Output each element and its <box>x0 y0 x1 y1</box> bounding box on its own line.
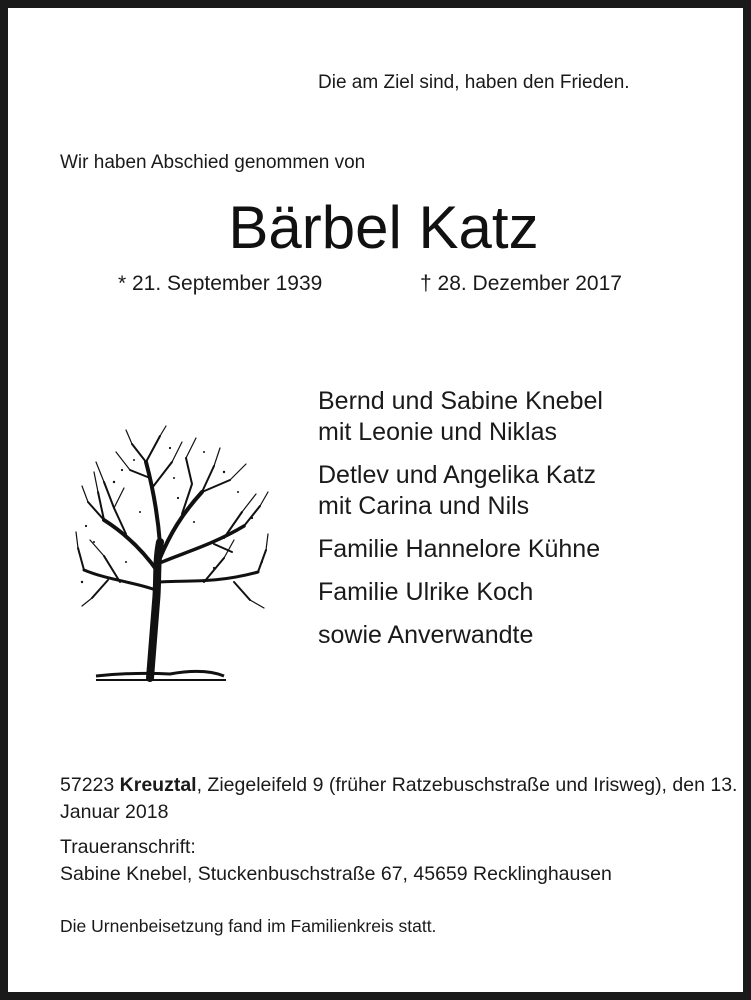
deceased-name: Bärbel Katz <box>228 194 539 261</box>
mourners-list <box>318 386 738 663</box>
postcode: 57223 <box>60 774 115 796</box>
mourner-line: Familie Hannelore Kühne <box>318 535 601 563</box>
mourning-address-label: Traueranschrift: <box>60 836 196 858</box>
motto-text: Die am Ziel sind, haben den Frieden. <box>318 72 630 93</box>
tree-icon <box>74 422 270 684</box>
mourner-entry <box>318 577 738 608</box>
closing-note: Die Urnenbeisetzung fand im Familienkreis statt. <box>60 916 437 936</box>
intro-text: Wir haben Abschied genommen von <box>60 152 366 173</box>
mourner-line: Bernd und Sabine Knebel <box>318 387 603 415</box>
mourner-line: mit Leonie und Niklas <box>318 418 558 446</box>
address-rest: , Ziegeleifeld 9 (früher Ratzebuschstraße und Irisweg), den 13. Januar 2018 <box>60 774 738 823</box>
death-date: † 28. Dezember 2017 <box>420 272 622 295</box>
family-address <box>60 772 740 826</box>
mourner-line: sowie Anverwandte <box>318 621 534 649</box>
mourner-entry <box>318 386 738 448</box>
city: Kreuztal <box>119 774 197 796</box>
birth-date: * 21. September 1939 <box>118 272 323 295</box>
mourner-entry <box>318 460 738 522</box>
mourner-line: mit Carina und Nils <box>318 492 530 520</box>
mourner-entry <box>318 534 738 565</box>
mourner-line: Detlev und Angelika Katz <box>318 461 596 489</box>
mourning-address: Sabine Knebel, Stuckenbuschstraße 67, 45659 Recklinghausen <box>60 863 612 885</box>
mourner-entry <box>318 620 738 651</box>
mourner-line: Familie Ulrike Koch <box>318 578 534 606</box>
